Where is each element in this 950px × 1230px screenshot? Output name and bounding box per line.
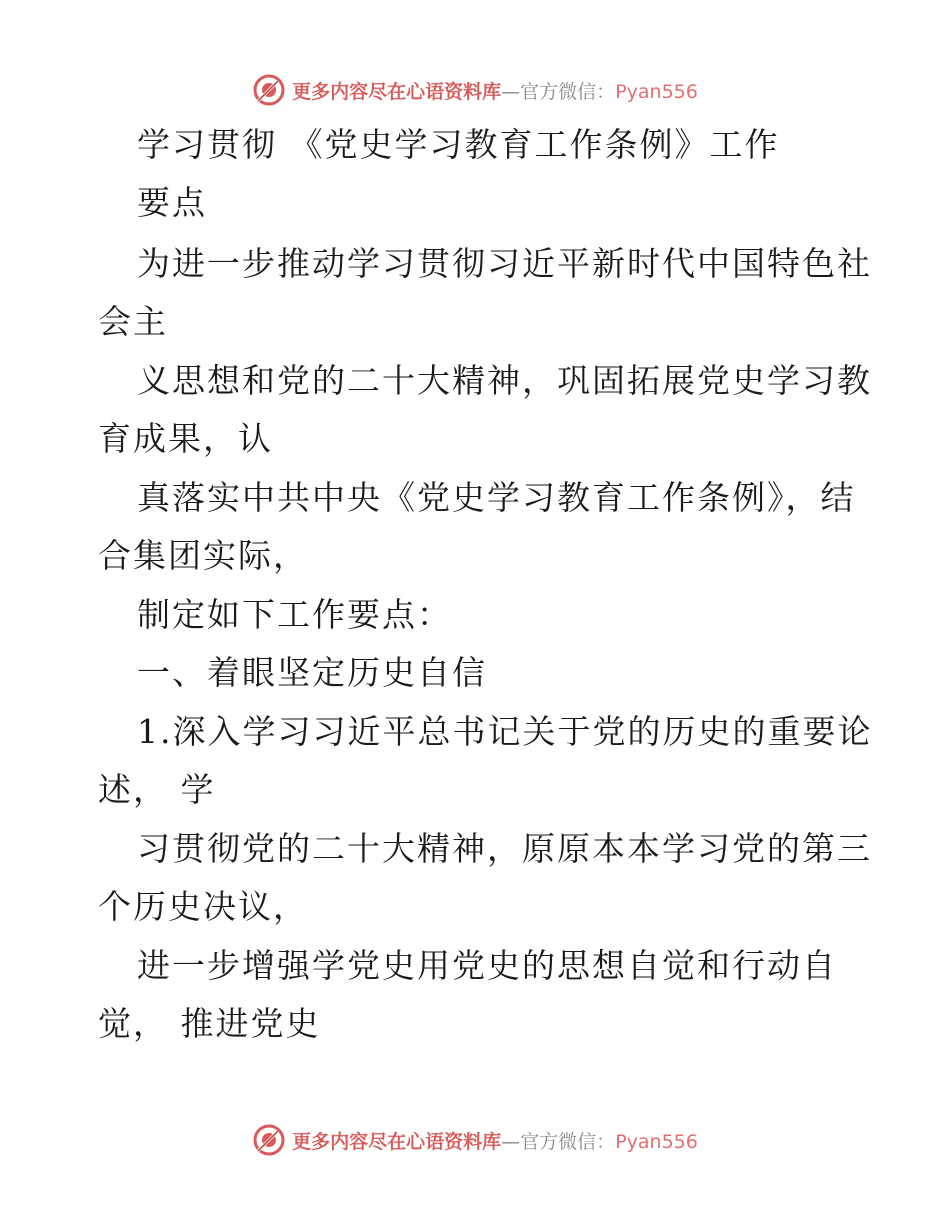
doc-section-heading: 一、着眼坚定历史自信 xyxy=(137,653,487,692)
watermark-logo-icon xyxy=(252,1123,286,1157)
doc-paragraph-line: 制定如下工作要点： xyxy=(137,595,452,634)
watermark-middle: —官方微信： xyxy=(501,80,616,103)
watermark-prefix: 更多内容尽在心语资料库 xyxy=(292,80,502,103)
doc-title-line-2: 要点 xyxy=(137,183,207,222)
doc-paragraph-line: 育成果，认 xyxy=(98,419,273,458)
watermark-logo-icon xyxy=(252,73,286,107)
doc-paragraph-line: 为进一步推动学习贯彻习近平新时代中国特色社 xyxy=(137,244,872,283)
doc-paragraph-line: 真落实中共中央《党史学习教育工作条例》，结 xyxy=(137,478,856,517)
doc-paragraph-line: 合集团实际， xyxy=(98,536,308,575)
doc-title-line-1: 学习贯彻 《党史学习教育工作条例》工作 xyxy=(137,125,780,164)
doc-paragraph-line: 个历史决议， xyxy=(98,887,308,926)
watermark-text xyxy=(292,1127,698,1154)
watermark-id: Pyan556 xyxy=(615,1130,698,1153)
doc-paragraph-line: 会主 xyxy=(98,302,168,341)
doc-paragraph-line: 进一步增强学党史用党史的思想自觉和行动自 xyxy=(137,946,837,985)
doc-paragraph-line: 述， 学 xyxy=(98,770,216,809)
watermark-middle: —官方微信： xyxy=(501,1130,616,1153)
watermark-text xyxy=(292,77,698,104)
doc-paragraph-line: 1.深入学习习近平总书记关于党的历史的重要论 xyxy=(137,712,873,751)
watermark-id: Pyan556 xyxy=(615,80,698,103)
watermark-footer xyxy=(0,1120,950,1160)
doc-paragraph-line: 觉， 推进党史 xyxy=(98,1004,321,1043)
doc-paragraph-line: 义思想和党的二十大精神，巩固拓展党史学习教 xyxy=(137,361,872,400)
watermark-header xyxy=(0,70,950,110)
watermark-prefix: 更多内容尽在心语资料库 xyxy=(292,1130,502,1153)
doc-paragraph-line: 习贯彻党的二十大精神，原原本本学习党的第三 xyxy=(137,829,872,868)
